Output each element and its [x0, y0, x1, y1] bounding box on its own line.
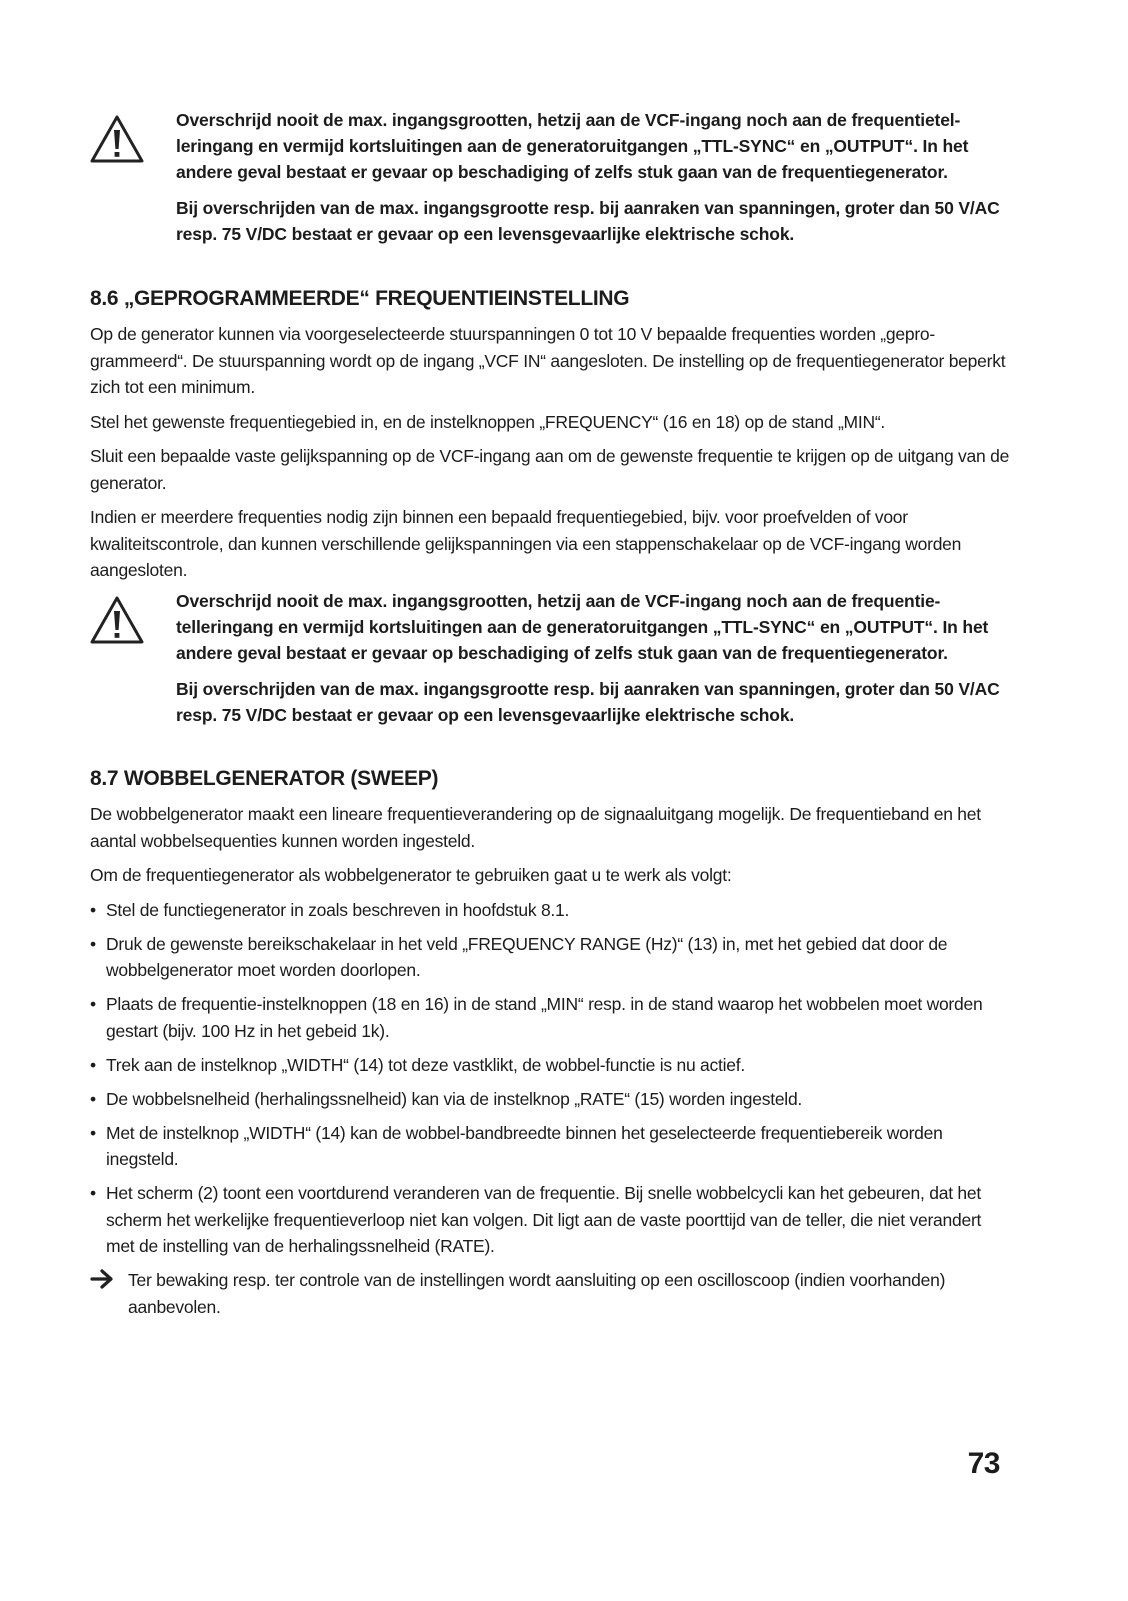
list-item — [90, 1086, 1010, 1113]
list-item-text: Het scherm (2) toont een voortdurend veranderen van de frequentie. Bij snelle wobbelcycli kan het gebeuren, dat het scherm het werkelijke frequentieverloop niet kan volgen. Dit ligt aan de vaste poorttijd van de teller, die niet verandert met de instelling van de herhalingssnelheid (RATE). — [106, 1183, 982, 1256]
list-item-text: Druk de gewenste bereikschakelaar in het veld „FREQUENCY RANGE (Hz)“ (13) in, met het gebied dat door de wobbelgenerator moet worden doorlopen. — [106, 933, 948, 980]
list-item-text: Trek aan de instelknop „WIDTH“ (14) tot deze vastklikt, de wobbel-functie is nu actief. — [106, 1054, 745, 1075]
list-item-text: De wobbelsnelheid (herhalingssnelheid) kan via de instelknop „RATE“ (15) worden ingesteld. — [106, 1088, 803, 1109]
list-item — [90, 1180, 1010, 1260]
list-item — [90, 931, 1010, 984]
section-heading: 8.7 WOBBELGENERATOR (SWEEP) — [90, 767, 439, 790]
warning-triangle-icon — [90, 596, 144, 644]
list-item — [90, 897, 1010, 924]
bullet-icon: • — [90, 899, 96, 920]
section-8-7 — [90, 766, 1010, 1320]
bullet-icon: • — [90, 1088, 96, 1109]
warning-text: Overschrijd nooit de max. ingangsgrootten, hetzij aan de VCF-ingang noch aan de frequentietel-leringang en vermijd kortsluitingen aan de generatoruitgangen „TTL-SYNC“ en „OUTPUT“. In het andere geval bestaat er gevaar op beschadiging of zelfs stuk gaan van de frequentiegenerator. — [176, 110, 969, 182]
bullet-icon: • — [90, 1054, 96, 1075]
body-paragraph: De wobbelgenerator maakt een lineare frequentieverandering op de signaaluitgang mogelijk. De frequentieband en het aantal wobbelsequenties kunnen worden ingesteld. — [90, 804, 981, 851]
warning-block-1 — [90, 107, 1010, 257]
bullet-icon: • — [90, 1122, 96, 1143]
arrow-right-icon — [90, 1268, 116, 1290]
list-item — [90, 1120, 1010, 1173]
body-paragraph: Op de generator kunnen via voorgeselecteerde stuurspanningen 0 tot 10 V bepaalde frequenties worden „gepro-grammeerd“. De stuurspanning wordt op de ingang „VCF IN“ aangesloten. De instelling op de frequentiegenerator beperkt zich tot een minimum. — [90, 324, 1006, 397]
bullet-list — [90, 897, 1010, 1260]
list-item — [90, 991, 1010, 1044]
bullet-icon: • — [90, 994, 96, 1014]
section-8-6 — [90, 286, 1010, 592]
body-paragraph: Om de frequentiegenerator als wobbelgenerator te gebruiken gaat u te werk als volgt: — [90, 865, 732, 885]
warning-text: Overschrijd nooit de max. ingangsgrootten, hetzij aan de VCF-ingang noch aan de frequentie-telleringang en vermijd kortsluitingen aan de generatoruitgangen „TTL-SYNC“ en „OUTPUT“. In het andere geval bestaat er gevaar op beschadiging of zelfs stuk gaan van de frequentiegenerator. — [176, 591, 989, 663]
warning-triangle-icon — [90, 115, 144, 163]
bullet-icon: • — [90, 933, 96, 954]
body-paragraph: Indien er meerdere frequenties nodig zijn binnen een bepaald frequentiegebied, bijv. voor proefvelden of voor kwaliteitscontrole, dan kunnen verschillende gelijkspanningen via een stappenschakelaar op de VCF-ingang worden aangesloten. — [90, 507, 962, 580]
section-heading: 8.6 „GEPROGRAMMEERDE“ FREQUENTIEINSTELLING — [90, 287, 630, 310]
warning-block-2 — [90, 588, 1010, 738]
note-text: Ter bewaking resp. ter controle van de instellingen wordt aansluiting op een oscilloscoop (indien voorhanden) aanbevolen. — [128, 1270, 946, 1317]
warning-text: Bij overschrijden van de max. ingangsgrootte resp. bij aanraken van spanningen, groter dan 50 V/AC resp. 75 V/DC bestaat er gevaar op een levensgevaarlijke elektrische schok. — [176, 198, 1000, 244]
list-item — [90, 1052, 1010, 1079]
bullet-icon: • — [90, 1183, 96, 1203]
note — [90, 1267, 1010, 1320]
body-paragraph: Stel het gewenste frequentiegebied in, en de instelknoppen „FREQUENCY“ (16 en 18) op de stand „MIN“. — [90, 411, 886, 432]
warning-text: Bij overschrijden van de max. ingangsgrootte resp. bij aanraken van spanningen, groter dan 50 V/AC resp. 75 V/DC bestaat er gevaar op een levensgevaarlijke elektrische schok. — [176, 679, 1000, 725]
body-paragraph: Sluit een bepaalde vaste gelijkspanning op de VCF-ingang aan om de gewenste frequentie te krijgen op de uitgang van de generator. — [90, 446, 1010, 493]
list-item-text: Met de instelknop „WIDTH“ (14) kan de wobbel-bandbreedte binnen het geselecteerde frequentiebereik worden inegsteld. — [106, 1122, 943, 1169]
page-number: 73 — [967, 1447, 1000, 1480]
list-item-text: Stel de functiegenerator in zoals beschreven in hoofdstuk 8.1. — [106, 899, 570, 920]
list-item-text: Plaats de frequentie-instelknoppen (18 en 16) in de stand „MIN“ resp. in de stand waarop het wobbelen moet worden gestart (bijv. 100 Hz in het gebeid 1k). — [106, 994, 983, 1041]
